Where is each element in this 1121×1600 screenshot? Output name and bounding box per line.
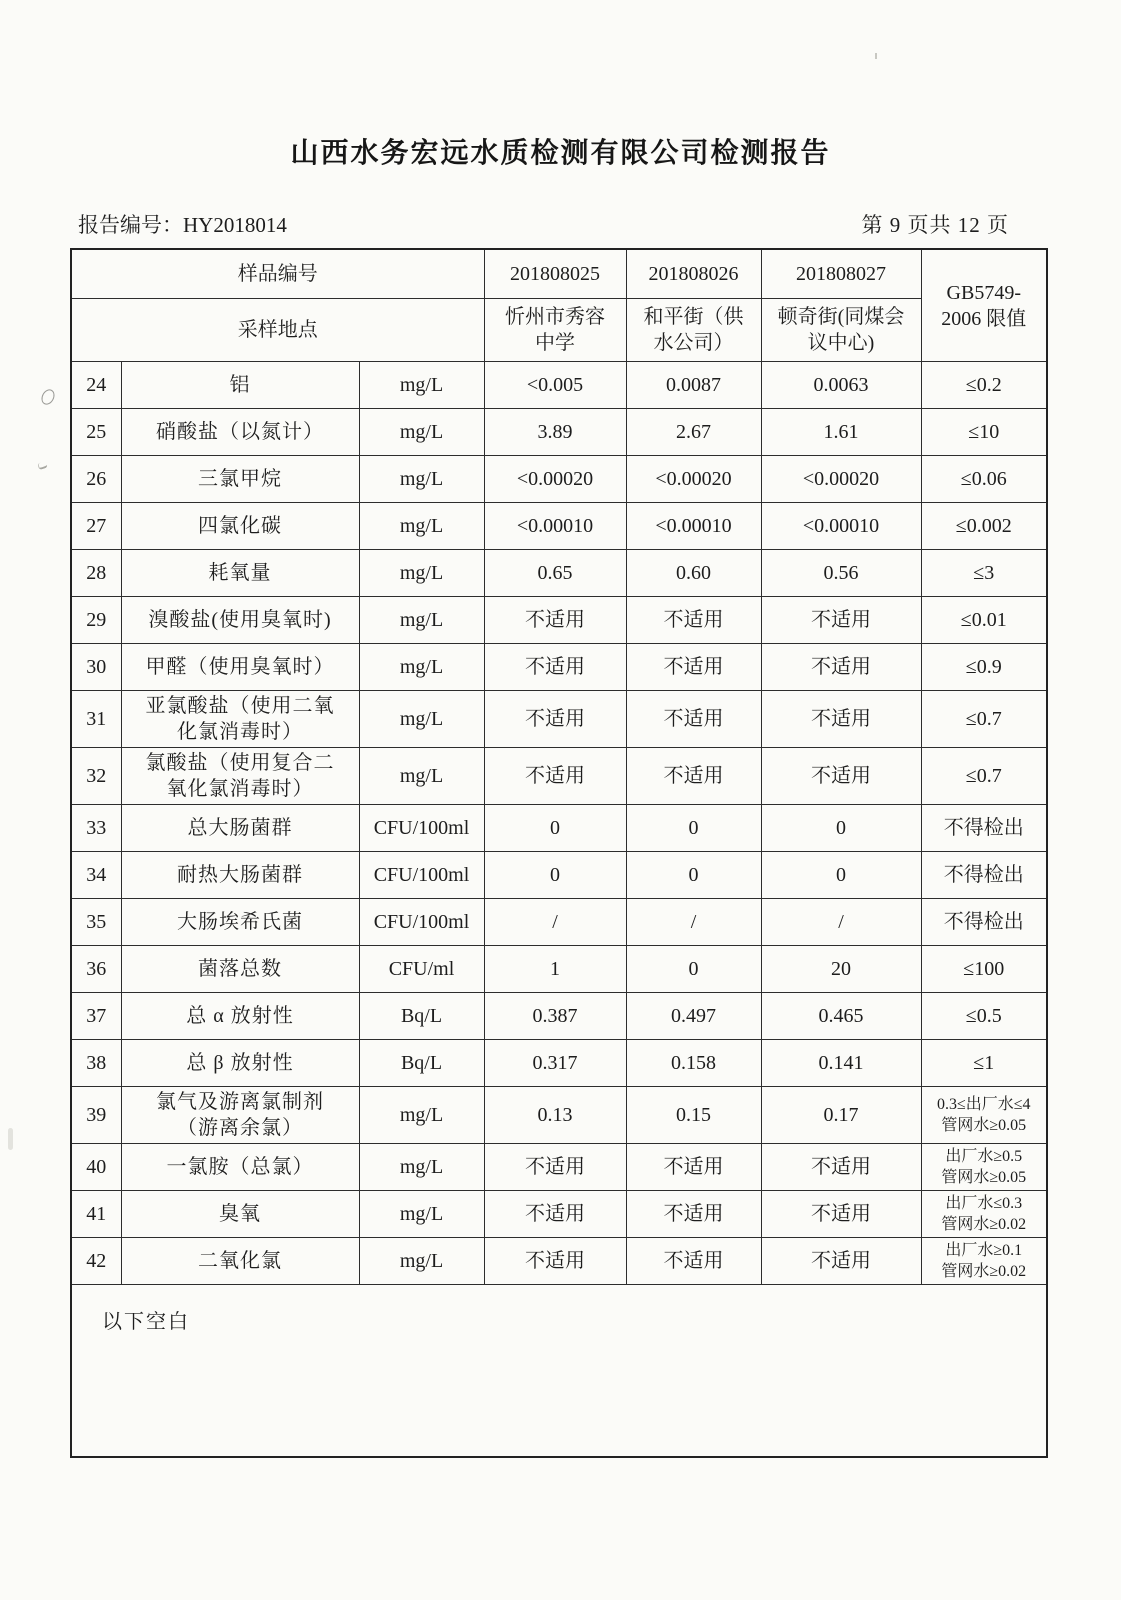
report-number: 报告编号：HY2018014 (78, 213, 287, 237)
parameter-name-cell: 菌落总数 (121, 946, 359, 993)
header-row-location (71, 299, 1047, 362)
scan-artifact (37, 461, 48, 470)
sample3-value-cell: 0 (761, 852, 921, 899)
table-row (71, 1191, 1047, 1238)
limit-cell: ≤0.01 (921, 597, 1047, 644)
parameter-name-cell: 二氧化氯 (121, 1238, 359, 1285)
row-number-cell: 37 (71, 993, 121, 1040)
row-number-cell: 41 (71, 1191, 121, 1238)
sample3-value-cell: 0.465 (761, 993, 921, 1040)
row-number-cell: 38 (71, 1040, 121, 1087)
parameter-name-cell: 甲醛（使用臭氧时） (121, 644, 359, 691)
parameter-name-cell: 耗氧量 (121, 550, 359, 597)
sample1-value-cell: <0.00010 (484, 503, 626, 550)
sample2-value-cell: <0.00020 (626, 456, 761, 503)
sample-id-1-cell: 201808025 (484, 249, 626, 299)
table-row (71, 805, 1047, 852)
sample3-value-cell: 0 (761, 805, 921, 852)
sample2-value-cell: 0 (626, 946, 761, 993)
table-row (71, 456, 1047, 503)
unit-cell: mg/L (359, 691, 484, 748)
sample1-value-cell: 0.13 (484, 1087, 626, 1144)
sample3-value-cell: 0.56 (761, 550, 921, 597)
sample2-value-cell: 不适用 (626, 691, 761, 748)
table-row (71, 503, 1047, 550)
sample2-value-cell: 0.15 (626, 1087, 761, 1144)
sample3-value-cell: 1.61 (761, 409, 921, 456)
row-number-cell: 25 (71, 409, 121, 456)
sample2-value-cell: 0.60 (626, 550, 761, 597)
sample1-value-cell: 不适用 (484, 691, 626, 748)
row-number-cell: 30 (71, 644, 121, 691)
parameter-name-cell: 三氯甲烷 (121, 456, 359, 503)
sample1-value-cell: 0.65 (484, 550, 626, 597)
sample2-value-cell: 0.158 (626, 1040, 761, 1087)
parameter-name-cell: 一氯胺（总氯） (121, 1144, 359, 1191)
sample1-value-cell: 不适用 (484, 644, 626, 691)
limit-cell: ≤3 (921, 550, 1047, 597)
scan-artifact (8, 1128, 13, 1150)
sample2-value-cell: 0.0087 (626, 362, 761, 409)
parameter-name-cell: 铝 (121, 362, 359, 409)
unit-cell: mg/L (359, 1087, 484, 1144)
limit-cell: 出厂水≥0.5 管网水≥0.05 (921, 1144, 1047, 1191)
table-row (71, 899, 1047, 946)
limit-cell: 出厂水≥0.1 管网水≥0.02 (921, 1238, 1047, 1285)
scan-artifact (39, 387, 57, 407)
parameter-name-cell: 氯气及游离氯制剂 （游离余氯） (121, 1087, 359, 1144)
sample3-value-cell: 不适用 (761, 644, 921, 691)
table-row (71, 993, 1047, 1040)
unit-cell: Bq/L (359, 993, 484, 1040)
unit-cell: mg/L (359, 748, 484, 805)
blank-note-cell: 以下空白 (71, 1285, 1047, 1458)
row-number-cell: 33 (71, 805, 121, 852)
sample1-value-cell: 3.89 (484, 409, 626, 456)
parameter-name-cell: 四氯化碳 (121, 503, 359, 550)
sample3-value-cell: 不适用 (761, 691, 921, 748)
unit-cell: CFU/100ml (359, 899, 484, 946)
table-row (71, 644, 1047, 691)
row-number-cell: 42 (71, 1238, 121, 1285)
row-number-cell: 40 (71, 1144, 121, 1191)
sample3-value-cell: 0.141 (761, 1040, 921, 1087)
table-row (71, 1040, 1047, 1087)
sample1-value-cell: 不适用 (484, 1238, 626, 1285)
table-header (71, 249, 1047, 362)
sample2-value-cell: 0.497 (626, 993, 761, 1040)
meta-row (78, 209, 1009, 239)
unit-cell: mg/L (359, 456, 484, 503)
sample1-value-cell: 0 (484, 852, 626, 899)
unit-cell: mg/L (359, 362, 484, 409)
report-title: 山西水务宏远水质检测有限公司检测报告 (290, 137, 831, 168)
row-number-cell: 26 (71, 456, 121, 503)
row-number-cell: 34 (71, 852, 121, 899)
sample3-value-cell: 不适用 (761, 748, 921, 805)
table-row (71, 1238, 1047, 1285)
limit-cell: ≤10 (921, 409, 1047, 456)
sample3-value-cell: 不适用 (761, 1238, 921, 1285)
sample1-value-cell: 不适用 (484, 597, 626, 644)
limit-cell: ≤100 (921, 946, 1047, 993)
sample1-value-cell: 1 (484, 946, 626, 993)
sample2-value-cell: 0 (626, 805, 761, 852)
row-number-cell: 36 (71, 946, 121, 993)
location-2-cell: 和平街（供 水公司） (626, 299, 761, 362)
location-3-cell: 顿奇街(同煤会 议中心) (761, 299, 921, 362)
limit-cell: ≤0.7 (921, 691, 1047, 748)
sample1-value-cell: / (484, 899, 626, 946)
limit-cell: ≤0.002 (921, 503, 1047, 550)
sample-id-3-cell: 201808027 (761, 249, 921, 299)
limit-cell: ≤0.5 (921, 993, 1047, 1040)
parameter-name-cell: 亚氯酸盐（使用二氧 化氯消毒时） (121, 691, 359, 748)
row-number-cell: 29 (71, 597, 121, 644)
row-number-cell: 32 (71, 748, 121, 805)
standard-limit-header-cell: GB5749- 2006 限值 (921, 249, 1047, 362)
sample2-value-cell: 不适用 (626, 1238, 761, 1285)
table-row (71, 1144, 1047, 1191)
parameter-name-cell: 总 α 放射性 (121, 993, 359, 1040)
limit-cell: ≤0.7 (921, 748, 1047, 805)
header-row-sample-id (71, 249, 1047, 299)
unit-cell: mg/L (359, 503, 484, 550)
parameter-name-cell: 总 β 放射性 (121, 1040, 359, 1087)
sample3-value-cell: 不适用 (761, 1144, 921, 1191)
location-1-cell: 忻州市秀容 中学 (484, 299, 626, 362)
unit-cell: mg/L (359, 1238, 484, 1285)
unit-cell: mg/L (359, 597, 484, 644)
sample3-value-cell: / (761, 899, 921, 946)
results-body (71, 362, 1047, 1285)
limit-cell: 不得检出 (921, 852, 1047, 899)
unit-cell: CFU/ml (359, 946, 484, 993)
sample2-value-cell: 不适用 (626, 644, 761, 691)
parameter-name-cell: 总大肠菌群 (121, 805, 359, 852)
table-row (71, 748, 1047, 805)
sample2-value-cell: 0 (626, 852, 761, 899)
parameter-name-cell: 氯酸盐（使用复合二 氧化氯消毒时） (121, 748, 359, 805)
unit-cell: mg/L (359, 1144, 484, 1191)
sample2-value-cell: / (626, 899, 761, 946)
unit-cell: mg/L (359, 1191, 484, 1238)
table-row (71, 409, 1047, 456)
limit-cell: 不得检出 (921, 805, 1047, 852)
sample3-value-cell: 20 (761, 946, 921, 993)
sample3-value-cell: <0.00010 (761, 503, 921, 550)
blank-row (71, 1285, 1047, 1458)
limit-cell: 出厂水≤0.3 管网水≥0.02 (921, 1191, 1047, 1238)
sample-id-2-cell: 201808026 (626, 249, 761, 299)
limit-cell: ≤0.06 (921, 456, 1047, 503)
sample-id-label-cell: 样品编号 (71, 249, 484, 299)
sample2-value-cell: 2.67 (626, 409, 761, 456)
table-row (71, 1087, 1047, 1144)
sample3-value-cell: <0.00020 (761, 456, 921, 503)
parameter-name-cell: 大肠埃希氏菌 (121, 899, 359, 946)
parameter-name-cell: 臭氧 (121, 1191, 359, 1238)
sample1-value-cell: 0.387 (484, 993, 626, 1040)
sample3-value-cell: 不适用 (761, 1191, 921, 1238)
row-number-cell: 24 (71, 362, 121, 409)
table-row (71, 691, 1047, 748)
sample3-value-cell: 0.17 (761, 1087, 921, 1144)
limit-cell: ≤0.2 (921, 362, 1047, 409)
unit-cell: Bq/L (359, 1040, 484, 1087)
sample1-value-cell: 0.317 (484, 1040, 626, 1087)
row-number-cell: 28 (71, 550, 121, 597)
sample1-value-cell: 不适用 (484, 1144, 626, 1191)
parameter-name-cell: 溴酸盐(使用臭氧时) (121, 597, 359, 644)
row-number-cell: 35 (71, 899, 121, 946)
row-number-cell: 39 (71, 1087, 121, 1144)
location-label-cell: 采样地点 (71, 299, 484, 362)
results-table (70, 248, 1048, 1458)
unit-cell: CFU/100ml (359, 852, 484, 899)
unit-cell: mg/L (359, 409, 484, 456)
sample1-value-cell: 不适用 (484, 748, 626, 805)
parameter-name-cell: 耐热大肠菌群 (121, 852, 359, 899)
sample2-value-cell: 不适用 (626, 748, 761, 805)
table-row (71, 597, 1047, 644)
row-number-cell: 31 (71, 691, 121, 748)
sample2-value-cell: 不适用 (626, 1144, 761, 1191)
unit-cell: CFU/100ml (359, 805, 484, 852)
sample1-value-cell: <0.005 (484, 362, 626, 409)
table-row (71, 852, 1047, 899)
sample2-value-cell: <0.00010 (626, 503, 761, 550)
parameter-name-cell: 硝酸盐（以氮计） (121, 409, 359, 456)
page-indicator: 第 9 页共 12 页 (861, 213, 1009, 237)
unit-cell: mg/L (359, 550, 484, 597)
table-footer (71, 1285, 1047, 1458)
sample1-value-cell: 不适用 (484, 1191, 626, 1238)
limit-cell: 0.3≤出厂水≤4 管网水≥0.05 (921, 1087, 1047, 1144)
sample1-value-cell: 0 (484, 805, 626, 852)
table-row (71, 946, 1047, 993)
limit-cell: ≤1 (921, 1040, 1047, 1087)
sample2-value-cell: 不适用 (626, 597, 761, 644)
sample1-value-cell: <0.00020 (484, 456, 626, 503)
table-row (71, 550, 1047, 597)
limit-cell: ≤0.9 (921, 644, 1047, 691)
unit-cell: mg/L (359, 644, 484, 691)
sample2-value-cell: 不适用 (626, 1191, 761, 1238)
table-row (71, 362, 1047, 409)
row-number-cell: 27 (71, 503, 121, 550)
sample3-value-cell: 不适用 (761, 597, 921, 644)
sample3-value-cell: 0.0063 (761, 362, 921, 409)
limit-cell: 不得检出 (921, 899, 1047, 946)
